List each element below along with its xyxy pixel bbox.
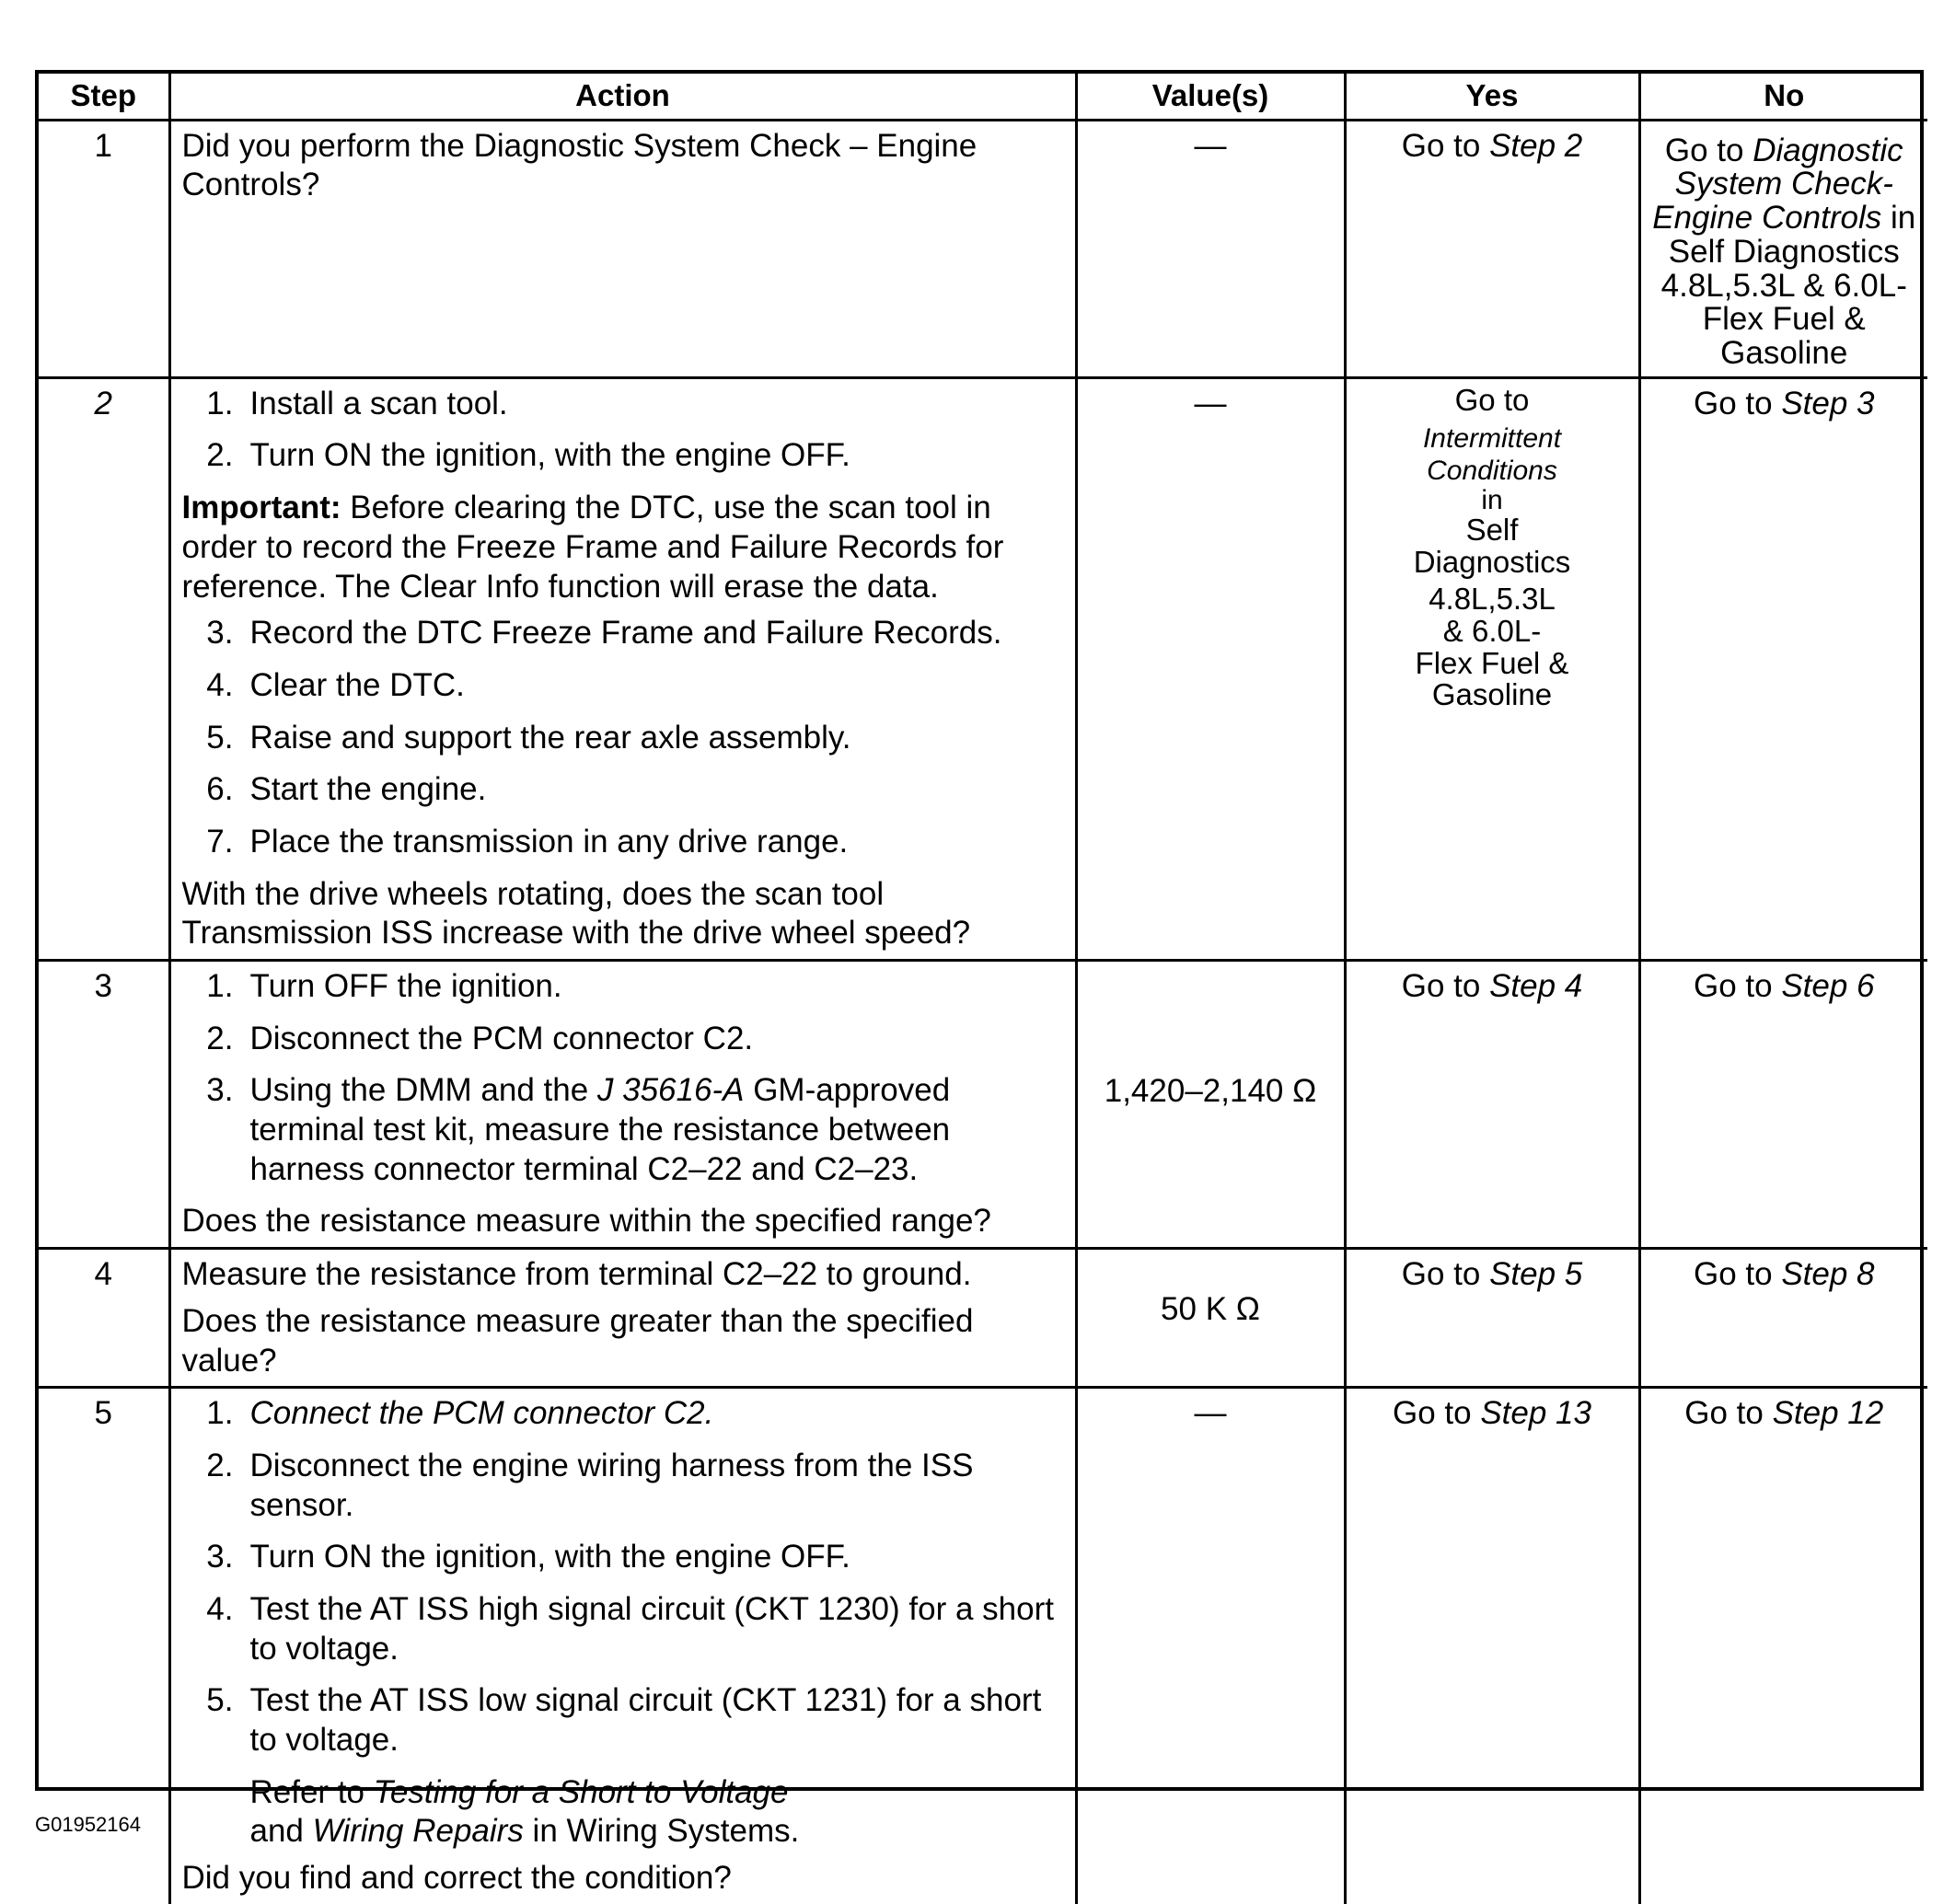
action-question: Does the resistance measure greater than the specified value?: [181, 1302, 974, 1379]
tool-reference: J 35616-A: [596, 1072, 745, 1109]
item-text: Disconnect the PCM connector C2.: [249, 1020, 754, 1056]
yes-text: Go to: [1454, 382, 1530, 417]
refer-link[interactable]: Wiring Repairs: [312, 1813, 524, 1850]
action-question: Did you find and correct the condition?: [181, 1860, 732, 1897]
yes-text: Self: [1465, 513, 1519, 548]
important-note: [182, 489, 1064, 606]
header-step: Step: [39, 74, 169, 120]
action-question: Does the resistance measure within the specified range?: [181, 1203, 991, 1240]
no-text: Gasoline: [1720, 335, 1848, 371]
item-text: Connect the PCM connector C2.: [249, 1395, 714, 1432]
list-item: [182, 1538, 1064, 1577]
table-header-row: [39, 74, 1927, 120]
value-cell: —: [1076, 377, 1345, 960]
yes-cell: [1345, 1249, 1639, 1388]
yes-text: 4.8L,5.3L: [1429, 582, 1556, 617]
action-cell: [169, 1388, 1076, 1904]
no-cell: [1639, 377, 1927, 960]
item-text: Turn OFF the ignition.: [249, 968, 562, 1004]
list-item: [182, 614, 1064, 653]
figure-id: G01952164: [35, 1813, 141, 1836]
no-step-link[interactable]: Step 8: [1781, 1256, 1875, 1293]
yes-text: in: [1481, 484, 1503, 515]
no-prefix: Go to: [1693, 1256, 1782, 1293]
value-cell: 1,420–2,140 Ω: [1076, 961, 1345, 1249]
action-cell: [169, 1249, 1076, 1388]
no-link-line[interactable]: Diagnostic: [1753, 132, 1903, 168]
refer-link[interactable]: Testing for a Short to Voltage: [373, 1773, 789, 1810]
item-number: 7.: [206, 823, 234, 860]
no-prefix: Go to: [1693, 968, 1782, 1004]
action-cell: [169, 377, 1076, 960]
yes-step-link[interactable]: Step 13: [1480, 1395, 1591, 1432]
item-number: 2.: [206, 1020, 234, 1056]
header-action: Action: [169, 74, 1076, 120]
yes-prefix: Go to: [1401, 1256, 1490, 1293]
yes-link-line[interactable]: Conditions: [1427, 456, 1557, 487]
header-no: No: [1639, 74, 1927, 120]
no-cell: [1639, 1388, 1927, 1904]
list-item: [182, 823, 1064, 862]
no-link-line[interactable]: Engine Controls: [1652, 200, 1882, 236]
item-text: Disconnect the engine wiring harness from the ISS sensor.: [249, 1447, 974, 1523]
yes-cell: [1345, 961, 1639, 1249]
item-text: Turn ON the ignition, with the engine OFF.: [249, 1539, 850, 1575]
value-cell: —: [1076, 1388, 1345, 1904]
no-step-link[interactable]: Step 6: [1781, 968, 1875, 1004]
list-item: [182, 1020, 1064, 1059]
value-cell: —: [1076, 120, 1345, 377]
item-text: Raise and support the rear axle assembly.: [249, 719, 851, 756]
item-text: Turn ON the ignition, with the engine OFF.: [249, 437, 850, 474]
table-row: [39, 1249, 1927, 1388]
yes-step-link[interactable]: Step 5: [1489, 1256, 1583, 1293]
item-number: 1.: [206, 385, 234, 421]
item-number: 1.: [206, 1395, 234, 1432]
no-prefix: Go to: [1684, 1395, 1773, 1432]
header-yes: Yes: [1345, 74, 1639, 120]
list-item: [182, 1590, 1064, 1668]
item-text: Start the engine.: [249, 771, 487, 808]
action-question: Did you perform the Diagnostic System Check – Engine Controls?: [181, 127, 978, 203]
list-item: [182, 1071, 1064, 1189]
no-step-link[interactable]: Step 3: [1781, 385, 1875, 421]
yes-cell: [1345, 1388, 1639, 1904]
yes-cell: [1345, 377, 1639, 960]
no-text: Flex Fuel &: [1702, 301, 1866, 338]
list-item: [182, 385, 1064, 424]
important-label: Important:: [181, 490, 341, 526]
item-number: 3.: [206, 1072, 234, 1109]
item-number: 6.: [206, 771, 234, 808]
item-text: Clear the DTC.: [249, 666, 465, 703]
item-text: [250, 1071, 1064, 1189]
item-number: 4.: [206, 1590, 234, 1627]
refer-text: Refer to: [249, 1773, 374, 1810]
yes-text: Gasoline: [1431, 677, 1553, 712]
yes-step-link[interactable]: Step 2: [1489, 127, 1583, 164]
yes-text: Diagnostics: [1413, 544, 1571, 579]
no-step-link[interactable]: Step 12: [1772, 1395, 1884, 1432]
item-number: 4.: [206, 666, 234, 703]
item-text: Install a scan tool.: [249, 385, 508, 421]
action-cell: [169, 961, 1076, 1249]
item-number: 3.: [206, 615, 234, 652]
no-text: Self Diagnostics: [1668, 233, 1900, 270]
action-list: [182, 967, 1064, 1189]
list-item: [182, 1394, 1064, 1434]
no-cell: [1639, 120, 1927, 377]
action-list: [182, 1394, 1064, 1760]
step-number: 3: [39, 961, 169, 1249]
item-text: Place the transmission in any drive range.: [249, 823, 849, 860]
step-number: 1: [39, 120, 169, 377]
table-row: [39, 120, 1927, 377]
list-item: [182, 436, 1064, 476]
item-text: Record the DTC Freeze Frame and Failure Records.: [249, 615, 1002, 652]
action-cell: [169, 120, 1076, 377]
no-text: 4.8L,5.3L & 6.0L-: [1660, 267, 1907, 304]
no-prefix: Go to: [1664, 132, 1753, 168]
yes-text: & 6.0L-: [1442, 614, 1542, 649]
list-item: [182, 666, 1064, 706]
header-values: Value(s): [1076, 74, 1345, 120]
list-item: [182, 967, 1064, 1007]
action-question: With the drive wheels rotating, does the scan tool Transmission ISS increase with the drive wheel speed?: [181, 875, 971, 952]
list-item: [182, 1447, 1064, 1525]
no-cell: [1639, 961, 1927, 1249]
table-row: [39, 961, 1927, 1249]
refer-text: in Wiring Systems.: [523, 1813, 800, 1850]
list-item: [182, 1681, 1064, 1760]
table-row: [39, 1388, 1927, 1904]
step-number: 2: [39, 377, 169, 960]
item-number: 2.: [206, 437, 234, 474]
yes-prefix: Go to: [1393, 1395, 1481, 1432]
item-number: 5.: [206, 1682, 234, 1719]
important-text: Before clearing the DTC, use the scan tool in order to record the Freeze Frame and Failure Records for reference. The Clear Info function will erase the data.: [181, 490, 1004, 605]
no-prefix: Go to: [1693, 385, 1782, 421]
yes-link-line[interactable]: Intermittent: [1422, 423, 1562, 455]
yes-cell: [1345, 120, 1639, 377]
action-list: [182, 385, 1064, 476]
item-text-part: Using the DMM and the: [249, 1072, 597, 1109]
step-number: 4: [39, 1249, 169, 1388]
item-number: 1.: [206, 968, 234, 1004]
table-row: [39, 377, 1927, 960]
item-text-part: GM-approved terminal test kit, measure the resistance between harness connector terminal C2–22 and C2–23.: [249, 1072, 951, 1187]
action-text: Measure the resistance from terminal C2–22 to ground.: [181, 1256, 972, 1293]
item-text: Test the AT ISS low signal circuit (CKT 1231) for a short to voltage.: [249, 1682, 1042, 1758]
yes-prefix: Go to: [1401, 127, 1490, 164]
list-item: [182, 770, 1064, 810]
diagnostic-table: [39, 74, 1927, 1904]
yes-text: Flex Fuel &: [1415, 645, 1569, 680]
refer-text: and: [249, 1813, 313, 1850]
value-cell: 50 K Ω: [1076, 1249, 1345, 1388]
item-text: Test the AT ISS high signal circuit (CKT 1230) for a short to voltage.: [249, 1590, 1054, 1667]
item-number: 2.: [206, 1447, 234, 1483]
item-number: 5.: [206, 719, 234, 756]
no-cell: [1639, 1249, 1927, 1388]
no-text: in: [1881, 200, 1916, 236]
step-number: 5: [39, 1388, 169, 1904]
item-number: 3.: [206, 1539, 234, 1575]
yes-step-link[interactable]: Step 4: [1489, 968, 1583, 1004]
list-item: [182, 719, 1064, 758]
no-link-line[interactable]: System Check-: [1674, 166, 1893, 202]
refer-note: [182, 1773, 1064, 1852]
action-list: [182, 614, 1064, 861]
yes-prefix: Go to: [1401, 968, 1490, 1004]
